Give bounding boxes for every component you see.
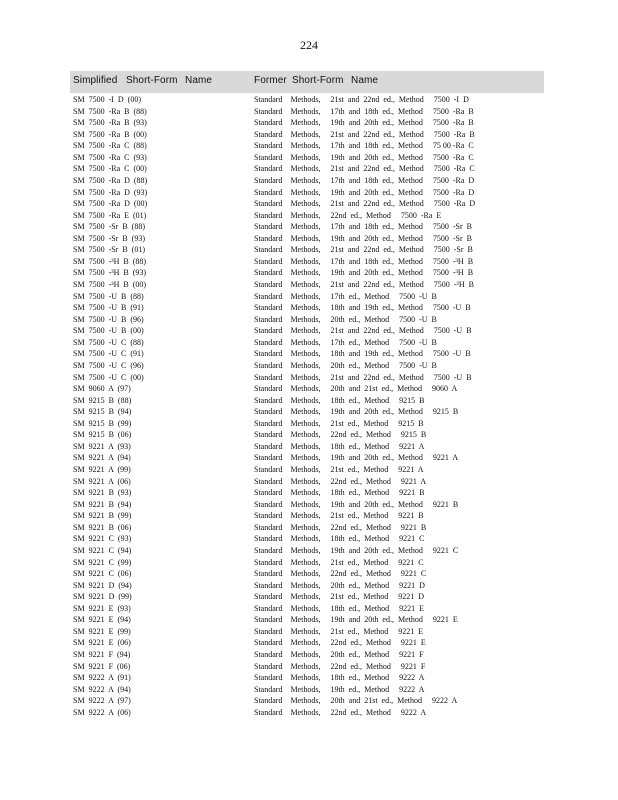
former-name-cell: Standard Methods, 22nd ed., Method 9221 C bbox=[254, 569, 427, 579]
simplified-name-cell: SM 7500 -Ra B (93) bbox=[73, 118, 147, 128]
former-name-cell: Standard Methods, 20th ed., Method 9221 D bbox=[254, 580, 425, 590]
simplified-name-cell: SM 9221 C (94) bbox=[73, 545, 132, 555]
simplified-name-cell: SM 9222 A (91) bbox=[73, 673, 131, 683]
former-name-cell: Standard Methods, 22nd ed., Method 9221 E bbox=[254, 638, 426, 648]
former-name-cell: Standard Methods, 19th and 20th ed., Method 9221 B bbox=[254, 499, 459, 509]
table-row bbox=[0, 499, 618, 511]
simplified-name-cell: SM 7500 -Sr B (88) bbox=[73, 222, 146, 232]
table-row bbox=[0, 568, 618, 580]
former-name-cell: Standard Methods, 21st and 22nd ed., Method 7500 -Sr B bbox=[254, 245, 473, 255]
former-name-cell: Standard Methods, 22nd ed., Method 9221 A bbox=[254, 476, 427, 486]
simplified-name-cell: SM 9222 A (97) bbox=[73, 696, 131, 706]
table-row bbox=[0, 406, 618, 418]
table-row bbox=[0, 291, 618, 303]
simplified-name-cell: SM 7500 -Ra D (00) bbox=[73, 199, 148, 209]
former-name-cell: Standard Methods, 19th and 20th ed., Method 9215 B bbox=[254, 407, 459, 417]
header-name-left: Name bbox=[185, 75, 213, 86]
table-row bbox=[0, 429, 618, 441]
table-row bbox=[0, 707, 618, 719]
table-row bbox=[0, 383, 618, 395]
former-name-cell: Standard Methods, 21st ed., Method 9221 A bbox=[254, 465, 424, 474]
simplified-name-cell: SM 7500 -U B (91) bbox=[73, 303, 144, 313]
simplified-name-cell: SM 7500 -U B (96) bbox=[73, 314, 144, 324]
table-row bbox=[0, 487, 618, 499]
table-row bbox=[0, 210, 618, 222]
table-row bbox=[0, 129, 618, 141]
table-row bbox=[0, 684, 618, 696]
former-name-cell: Standard Methods, 21st and 22nd ed., Method 7500 -Ra C bbox=[254, 164, 475, 174]
simplified-name-cell: SM 9221 C (99) bbox=[73, 557, 132, 567]
simplified-name-cell: SM 9221 A (99) bbox=[73, 465, 131, 474]
table-row bbox=[0, 337, 618, 349]
simplified-name-cell: SM 7500 -Sr B (01) bbox=[73, 245, 146, 255]
former-name-cell: Standard Methods, 21st ed., Method 9221 B bbox=[254, 511, 424, 521]
table-row bbox=[0, 152, 618, 164]
table-row bbox=[0, 175, 618, 187]
former-name-cell: Standard Methods, 18th and 19th ed., Method 7500 -U B bbox=[254, 349, 471, 359]
former-name-cell: Standard Methods, 21st ed., Method 9221 E bbox=[254, 626, 424, 636]
former-name-cell: Standard Methods, 19th and 20th ed., Method 7500 -Ra C bbox=[254, 152, 474, 162]
simplified-name-cell: SM 9221 F (06) bbox=[73, 661, 131, 671]
table-row bbox=[0, 233, 618, 245]
former-name-cell: Standard Methods, 19th ed., Method 9222 A bbox=[254, 684, 425, 694]
table-row bbox=[0, 626, 618, 638]
former-name-cell: Standard Methods, 18th and 19th ed., Method 7500 -U B bbox=[254, 303, 471, 313]
table-row bbox=[0, 545, 618, 557]
simplified-name-cell: SM 7500 -Ra B (88) bbox=[73, 106, 147, 116]
table-row bbox=[0, 348, 618, 360]
former-name-cell: Standard Methods, 18th ed., Method 9215 B bbox=[254, 395, 425, 405]
simplified-name-cell: SM 9060 A (97) bbox=[73, 384, 131, 394]
simplified-name-cell: SM 9221 D (99) bbox=[73, 592, 132, 602]
simplified-name-cell: SM 9222 A (94) bbox=[73, 684, 131, 694]
simplified-name-cell: SM 9221 D (94) bbox=[73, 580, 132, 590]
former-name-cell: Standard Methods, 18th ed., Method 9221 C bbox=[254, 534, 425, 544]
former-name-cell: Standard Methods, 18th ed., Method 9221 A bbox=[254, 441, 425, 451]
simplified-name-cell: SM 7500 -Ra C (93) bbox=[73, 152, 147, 162]
former-name-cell: Standard Methods, 21st and 22nd ed., Method 7500 -U B bbox=[254, 372, 472, 382]
table-row bbox=[0, 661, 618, 673]
former-name-cell: Standard Methods, 22nd ed., Method 9221 B bbox=[254, 522, 427, 532]
table-row bbox=[0, 452, 618, 464]
table-row bbox=[0, 510, 618, 522]
former-name-cell: Standard Methods, 19th and 20th ed., Method 7500 -Sr B bbox=[254, 233, 472, 243]
former-name-cell: Standard Methods, 21st ed., Method 9221 C bbox=[254, 557, 424, 567]
simplified-name-cell: SM 9222 A (06) bbox=[73, 707, 131, 717]
header-short-form-right: Short-Form bbox=[292, 75, 344, 86]
former-name-cell: Standard Methods, 21st ed., Method 9215 B bbox=[254, 418, 424, 428]
simplified-name-cell: SM 9221 E (94) bbox=[73, 615, 131, 625]
former-name-cell: Standard Methods, 20th ed., Method 9221 F bbox=[254, 650, 424, 659]
table-row bbox=[0, 198, 618, 210]
simplified-name-cell: SM 9221 A (93) bbox=[73, 441, 131, 451]
former-name-cell: Standard Methods, 19th and 20th ed., Method 7500 -Ra D bbox=[254, 187, 475, 197]
former-name-cell: Standard Methods, 18th ed., Method 9222 A bbox=[254, 673, 425, 683]
simplified-name-cell: SM 7500 -U C (00) bbox=[73, 372, 144, 382]
table-row bbox=[0, 557, 618, 569]
table-row bbox=[0, 464, 618, 476]
simplified-name-cell: SM 9221 C (06) bbox=[73, 569, 132, 579]
table-row bbox=[0, 187, 618, 199]
former-name-cell: Standard Methods, 22nd ed., Method 9221 F bbox=[254, 661, 426, 671]
former-name-cell: Standard Methods, 17th ed., Method 7500 -U B bbox=[254, 291, 437, 301]
simplified-name-cell: SM 7500 -Ra C (88) bbox=[73, 141, 147, 151]
former-name-cell: Standard Methods, 17th and 18th ed., Method 75 00 -Ra C bbox=[254, 141, 474, 151]
table-row bbox=[0, 614, 618, 626]
simplified-name-cell: SM 9221 B (06) bbox=[73, 522, 132, 532]
simplified-name-cell: SM 7500 -U B (00) bbox=[73, 326, 144, 336]
simplified-name-cell: SM 7500 -Ra E (01) bbox=[73, 210, 147, 220]
table-row bbox=[0, 244, 618, 256]
former-name-cell: Standard Methods, 17th ed., Method 7500 -U B bbox=[254, 337, 437, 347]
former-name-cell: Standard Methods, 20th ed., Method 7500 -U B bbox=[254, 314, 437, 324]
table-row bbox=[0, 372, 618, 384]
former-name-cell: Standard Methods, 19th and 20th ed., Method 7500 -³H B bbox=[254, 268, 474, 278]
table-row bbox=[0, 533, 618, 545]
simplified-name-cell: SM 9221 C (93) bbox=[73, 534, 132, 544]
former-name-cell: Standard Methods, 21st and 22nd ed., Method 7500 -Ra B bbox=[254, 129, 475, 139]
former-name-cell: Standard Methods, 17th and 18th ed., Method 7500 -Ra D bbox=[254, 175, 475, 185]
table-row bbox=[0, 279, 618, 291]
simplified-name-cell: SM 7500 -³H B (93) bbox=[73, 268, 147, 278]
simplified-name-cell: SM 7500 -U C (96) bbox=[73, 360, 144, 370]
simplified-name-cell: SM 9215 B (99) bbox=[73, 418, 132, 428]
former-name-cell: Standard Methods, 21st ed., Method 9221 D bbox=[254, 592, 424, 602]
simplified-name-cell: SM 9221 B (94) bbox=[73, 499, 132, 509]
table-row bbox=[0, 695, 618, 707]
table-header bbox=[70, 71, 544, 93]
simplified-name-cell: SM 9221 E (93) bbox=[73, 603, 131, 613]
former-name-cell: Standard Methods, 21st and 22nd ed., Method 7500 -I D bbox=[254, 95, 469, 104]
simplified-name-cell: SM 9221 B (99) bbox=[73, 511, 132, 521]
page-number: 224 bbox=[300, 38, 318, 52]
table-row bbox=[0, 117, 618, 129]
table-row bbox=[0, 672, 618, 684]
header-short-form-left: Short-Form bbox=[126, 75, 178, 86]
table-row bbox=[0, 395, 618, 407]
former-name-cell: Standard Methods, 19th and 20th ed., Method 9221 A bbox=[254, 453, 459, 463]
table-row bbox=[0, 603, 618, 615]
former-name-cell: Standard Methods, 21st and 22nd ed., Method 7500 -³H B bbox=[254, 280, 474, 289]
simplified-name-cell: SM 9221 F (94) bbox=[73, 650, 131, 659]
table-row bbox=[0, 94, 618, 106]
table-row bbox=[0, 476, 618, 488]
table-row bbox=[0, 418, 618, 430]
table-row bbox=[0, 106, 618, 118]
former-name-cell: Standard Methods, 22nd ed., Method 7500 -Ra E bbox=[254, 210, 442, 220]
simplified-name-cell: SM 7500 -Sr B (93) bbox=[73, 233, 146, 243]
simplified-name-cell: SM 7500 -³H B (00) bbox=[73, 280, 147, 289]
simplified-name-cell: SM 7500 -³H B (88) bbox=[73, 256, 147, 266]
simplified-name-cell: SM 9215 B (94) bbox=[73, 407, 132, 417]
table-row bbox=[0, 649, 618, 661]
table-row bbox=[0, 580, 618, 592]
simplified-name-cell: SM 9215 B (06) bbox=[73, 430, 132, 440]
table-row bbox=[0, 256, 618, 268]
former-name-cell: Standard Methods, 20th ed., Method 7500 -U B bbox=[254, 360, 437, 370]
former-name-cell: Standard Methods, 21st and 22nd ed., Method 7500 -U B bbox=[254, 326, 472, 336]
former-name-cell: Standard Methods, 18th ed., Method 9221 E bbox=[254, 603, 424, 613]
simplified-name-cell: SM 9221 E (99) bbox=[73, 626, 131, 636]
former-name-cell: Standard Methods, 20th and 21st ed., Method 9222 A bbox=[254, 696, 458, 706]
table-row bbox=[0, 522, 618, 534]
table-row bbox=[0, 637, 618, 649]
simplified-name-cell: SM 7500 -Ra D (88) bbox=[73, 175, 148, 185]
simplified-name-cell: SM 7500 -I D (00) bbox=[73, 95, 141, 104]
simplified-name-cell: SM 7500 -U B (88) bbox=[73, 291, 144, 301]
header-simplified: Simplified bbox=[73, 75, 118, 86]
table-row bbox=[0, 163, 618, 175]
simplified-name-cell: SM 7500 -Ra D (93) bbox=[73, 187, 148, 197]
former-name-cell: Standard Methods, 17th and 18th ed., Method 7500 -³H B bbox=[254, 256, 474, 266]
simplified-name-cell: SM 9221 E (06) bbox=[73, 638, 131, 648]
former-name-cell: Standard Methods, 22nd ed., Method 9215 B bbox=[254, 430, 427, 440]
header-former: Former bbox=[254, 75, 287, 86]
former-name-cell: Standard Methods, 17th and 18th ed., Method 7500 -Sr B bbox=[254, 222, 472, 232]
simplified-name-cell: SM 7500 -Ra C (00) bbox=[73, 164, 147, 174]
table-body bbox=[0, 94, 618, 718]
simplified-name-cell: SM 9221 A (94) bbox=[73, 453, 131, 463]
former-name-cell: Standard Methods, 21st and 22nd ed., Method 7500 -Ra D bbox=[254, 199, 476, 209]
table-row bbox=[0, 325, 618, 337]
table-row bbox=[0, 360, 618, 372]
former-name-cell: Standard Methods, 19th and 20th ed., Method 9221 E bbox=[254, 615, 458, 625]
table-row bbox=[0, 267, 618, 279]
table-row bbox=[0, 441, 618, 453]
simplified-name-cell: SM 7500 -Ra B (00) bbox=[73, 129, 147, 139]
table-row bbox=[0, 314, 618, 326]
table-row bbox=[0, 140, 618, 152]
simplified-name-cell: SM 9221 A (06) bbox=[73, 476, 131, 486]
simplified-name-cell: SM 7500 -U C (88) bbox=[73, 337, 144, 347]
former-name-cell: Standard Methods, 19th and 20th ed., Method 7500 -Ra B bbox=[254, 118, 474, 128]
header-name-right: Name bbox=[351, 75, 379, 86]
former-name-cell: Standard Methods, 22nd ed., Method 9222 A bbox=[254, 707, 427, 717]
former-name-cell: Standard Methods, 19th and 20th ed., Method 9221 C bbox=[254, 545, 459, 555]
simplified-name-cell: SM 9221 B (93) bbox=[73, 488, 132, 498]
former-name-cell: Standard Methods, 20th and 21st ed., Method 9060 A bbox=[254, 384, 458, 394]
table-row bbox=[0, 591, 618, 603]
table-row bbox=[0, 221, 618, 233]
former-name-cell: Standard Methods, 18th ed., Method 9221 B bbox=[254, 488, 425, 498]
table-row bbox=[0, 302, 618, 314]
simplified-name-cell: SM 7500 -U C (91) bbox=[73, 349, 144, 359]
simplified-name-cell: SM 9215 B (88) bbox=[73, 395, 132, 405]
former-name-cell: Standard Methods, 17th and 18th ed., Method 7500 -Ra B bbox=[254, 106, 474, 116]
